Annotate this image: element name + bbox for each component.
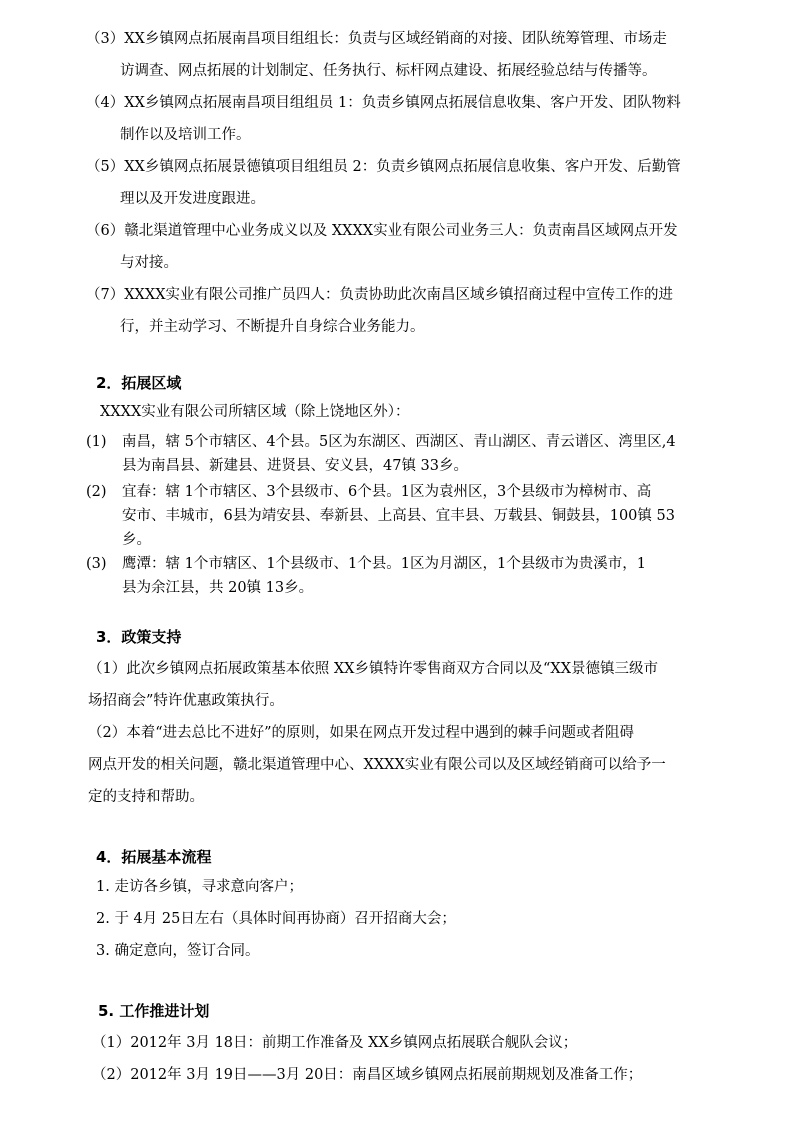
policy-1-line-1: （1）此次乡镇网点拓展政策基本依照 XX乡镇特许零售商双方合同以及“XX景德镇三级市 (88, 661, 659, 677)
team-item-4-line-2: 制作以及培训工作。 (120, 127, 251, 143)
region-item-2 (86, 480, 651, 504)
team-item-5-line-2: 理以及开发进度跟进。 (120, 191, 265, 207)
policy-1-line-2: 场招商会”特许优惠政策执行。 (88, 693, 284, 709)
plan-item-2: （2）2012年 3月 19日——3月 20日：南昌区域乡镇网点拓展前期规划及准备工作； (92, 1067, 643, 1083)
region-item-2-line-1: 宜春：辖 1个市辖区、3个县级市、6个县。1区为袁州区，3个县级市为樟树市、高 (122, 484, 652, 500)
policy-2-line-2: 网点开发的相关问题，赣北渠道管理中心、XXXX实业有限公司以及区域经销商可以给予一 (88, 757, 666, 773)
region-item-2-line-2: 安市、丰城市，6县为靖安县、奉新县、上高县、宜丰县、万载县、铜鼓县，100镇 53 (122, 508, 675, 524)
team-item-6-line-2: 与对接。 (120, 255, 178, 271)
process-step-1: 1. 走访各乡镇，寻求意向客户； (96, 879, 303, 895)
region-item-1 (86, 430, 676, 454)
region-item-1-number: (1) (86, 434, 107, 450)
plan-item-1: （1）2012年 3月 18日：前期工作准备及 XX乡镇网点拓展联合舰队会议； (92, 1035, 578, 1051)
region-item-3-number: (3) (86, 556, 107, 572)
region-intro: XXXX实业有限公司所辖区域（除上饶地区外）： (100, 404, 410, 420)
region-item-1-line-2: 县为南昌县、新建县、进贤县、安义县，47镇 33乡。 (122, 458, 469, 474)
team-item-4-line-1: （4）XX乡镇网点拓展南昌项目组组员 1：负责乡镇网点拓展信息收集、客户开发、团队物料 (86, 95, 681, 111)
section-3-heading: 3．政策支持 (96, 628, 182, 646)
team-item-5-line-1: （5）XX乡镇网点拓展景德镇项目组组员 2：负责乡镇网点拓展信息收集、客户开发、后勤管 (86, 159, 681, 175)
region-item-1-line-1: 南昌，辖 5个市辖区、4个县。5区为东湖区、西湖区、青山湖区、青云谱区、湾里区,4 (122, 434, 676, 450)
process-step-2: 2. 于 4月 25日左右（具体时间再协商）召开招商大会； (96, 911, 456, 927)
team-item-6-line-1: （6）赣北渠道管理中心业务成义以及 XXXX实业有限公司业务三人：负责南昌区域网点开发 (86, 223, 678, 239)
team-item-7-line-2: 行，并主动学习、不断提升自身综合业务能力。 (120, 319, 425, 335)
policy-2-line-1: （2）本着“进去总比不进好”的原则，如果在网点开发过程中遇到的棘手问题或者阻碍 (88, 725, 635, 741)
team-item-3-line-2: 访调查、网点拓展的计划制定、任务执行、标杆网点建设、拓展经验总结与传播等。 (120, 63, 657, 79)
region-item-3-line-1: 鹰潭：辖 1个市辖区、1个县级市、1个县。1区为月湖区，1个县级市为贵溪市，1 (122, 556, 646, 572)
region-item-2-number: (2) (86, 484, 107, 500)
team-item-3-line-1: （3）XX乡镇网点拓展南昌项目组组长：负责与区域经销商的对接、团队统筹管理、市场走 (86, 31, 667, 47)
region-item-2-line-3: 乡。 (122, 532, 151, 548)
section-2-heading: 2．拓展区域 (96, 374, 182, 392)
region-item-3 (86, 552, 646, 576)
region-item-3-line-2: 县为余江县，共 20镇 13乡。 (122, 580, 314, 596)
section-4-heading: 4．拓展基本流程 (96, 848, 212, 866)
process-step-3: 3. 确定意向，签订合同。 (96, 943, 260, 959)
policy-2-line-3: 定的支持和帮助。 (88, 789, 204, 805)
team-item-7-line-1: （7）XXXX实业有限公司推广员四人：负责协助此次南昌区域乡镇招商过程中宣传工作的进 (86, 287, 674, 303)
section-5-heading: 5. 工作推进计划 (98, 1002, 210, 1020)
